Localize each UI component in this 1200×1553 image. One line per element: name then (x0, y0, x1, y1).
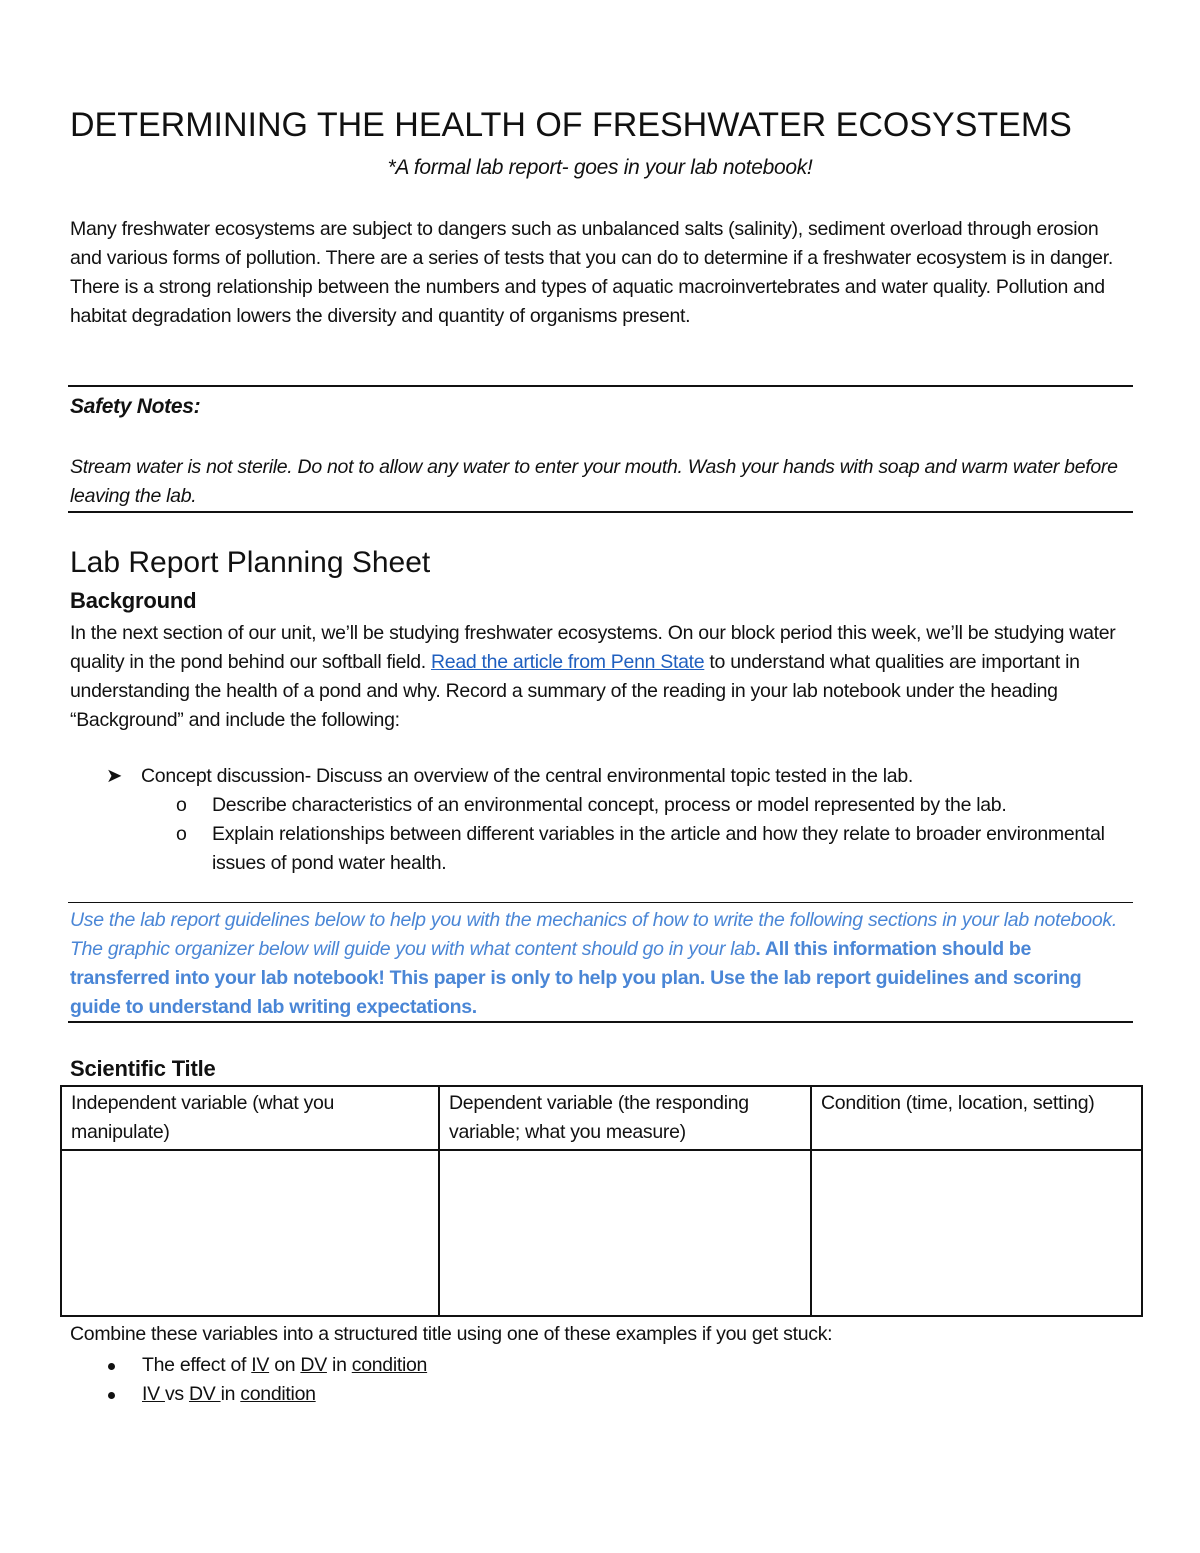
document-subtitle: *A formal lab report- goes in your lab notebook! (387, 156, 813, 179)
background-text-2: to understand what qualities are important in understanding the health of a pond and why. Record a summary of the reading in your lab notebook under the heading “Background” and include the following: (70, 651, 1080, 731)
safety-heading: Safety Notes: (70, 395, 201, 418)
safety-bottom-rule (68, 511, 1133, 513)
independent-variable-header: Independent variable (what you manipulate) (61, 1086, 439, 1150)
guide-top-rule (68, 902, 1133, 903)
bullet-dot-icon (108, 1392, 115, 1399)
document-title: DETERMINING THE HEALTH OF FRESHWATER ECOSYSTEMS (70, 106, 1072, 144)
condition-cell[interactable] (811, 1150, 1142, 1316)
background-paragraph (70, 619, 1135, 735)
condition-header: Condition (time, location, setting) (811, 1086, 1142, 1150)
example-condition: condition (240, 1383, 316, 1405)
background-heading: Background (70, 588, 197, 613)
planning-sheet-heading: Lab Report Planning Sheet (70, 546, 431, 579)
example-text: in (326, 1354, 352, 1376)
arrow-bullet-icon: ➤ (106, 765, 123, 787)
circle-bullet-icon: o (176, 823, 187, 845)
sub-bullet-text: Describe characteristics of an environmental concept, process or model represented by the lab. (212, 794, 1007, 816)
circle-bullet-icon: o (176, 794, 187, 816)
independent-variable-cell[interactable] (61, 1150, 439, 1316)
intro-paragraph: Many freshwater ecosystems are subject to dangers such as unbalanced salts (salinity), sediment overload through erosion and various forms of pollution. There are a series of tests that you can do to determine if a freshwater ecosystem is in danger. There is a strong relationship between the numbers and types of aquatic macroinvertebrates and water quality. Pollution and habitat degradation lowers the diversity and quantity of organisms present. (70, 218, 1113, 327)
guidelines-bold-text: . All this information should be transferred into your lab notebook! This paper is only to help you plan. Use the lab report guidelines and scoring guide to understand lab writing expectations. (70, 938, 1082, 1018)
guidelines-italic-text: Use the lab report guidelines below to help you with the mechanics of how to write the following sections in your lab notebook. The graphic organizer below will guide you with what content should go in your lab (70, 909, 1117, 960)
example-text: in (220, 1383, 241, 1405)
example-text: vs (164, 1383, 189, 1405)
variables-table (60, 1085, 1143, 1317)
example-iv: IV (142, 1383, 165, 1405)
safety-top-rule (68, 385, 1133, 387)
dependent-variable-cell[interactable] (439, 1150, 811, 1316)
example-dv: DV (188, 1383, 221, 1405)
title-example-text (142, 1380, 316, 1409)
background-text-1: In the next section of our unit, we’ll be studying freshwater ecosystems. On our block period this week, we’ll be studying water quality in the pond behind our softball field. (70, 622, 1116, 673)
lab-guidelines-note (70, 906, 1132, 1022)
penn-state-article-link[interactable]: Read the article from Penn State (431, 651, 705, 673)
bullet-dot-icon (108, 1363, 115, 1370)
sub-bullet-text: Explain relationships between different variables in the article and how they relate to broader environmental issues of pond water health. (212, 823, 1105, 874)
example-text: on (269, 1354, 301, 1376)
guide-bottom-rule (68, 1021, 1133, 1023)
dependent-variable-header: Dependent variable (the responding variable; what you measure) (439, 1086, 811, 1150)
scientific-title-heading: Scientific Title (70, 1056, 216, 1081)
concept-discussion-text: Concept discussion- Discuss an overview of the central environmental topic tested in the lab. (141, 765, 914, 787)
safety-text: Stream water is not sterile. Do not to allow any water to enter your mouth. Wash your hands with soap and warm water before leaving the lab. (70, 456, 1118, 507)
example-dv: DV (300, 1354, 327, 1376)
example-iv: IV (251, 1354, 270, 1376)
title-example-text (142, 1351, 427, 1380)
example-text: The effect of (142, 1354, 252, 1376)
combine-instructions: Combine these variables into a structured title using one of these examples if you get stuck: (70, 1323, 833, 1345)
example-condition: condition (351, 1354, 428, 1376)
